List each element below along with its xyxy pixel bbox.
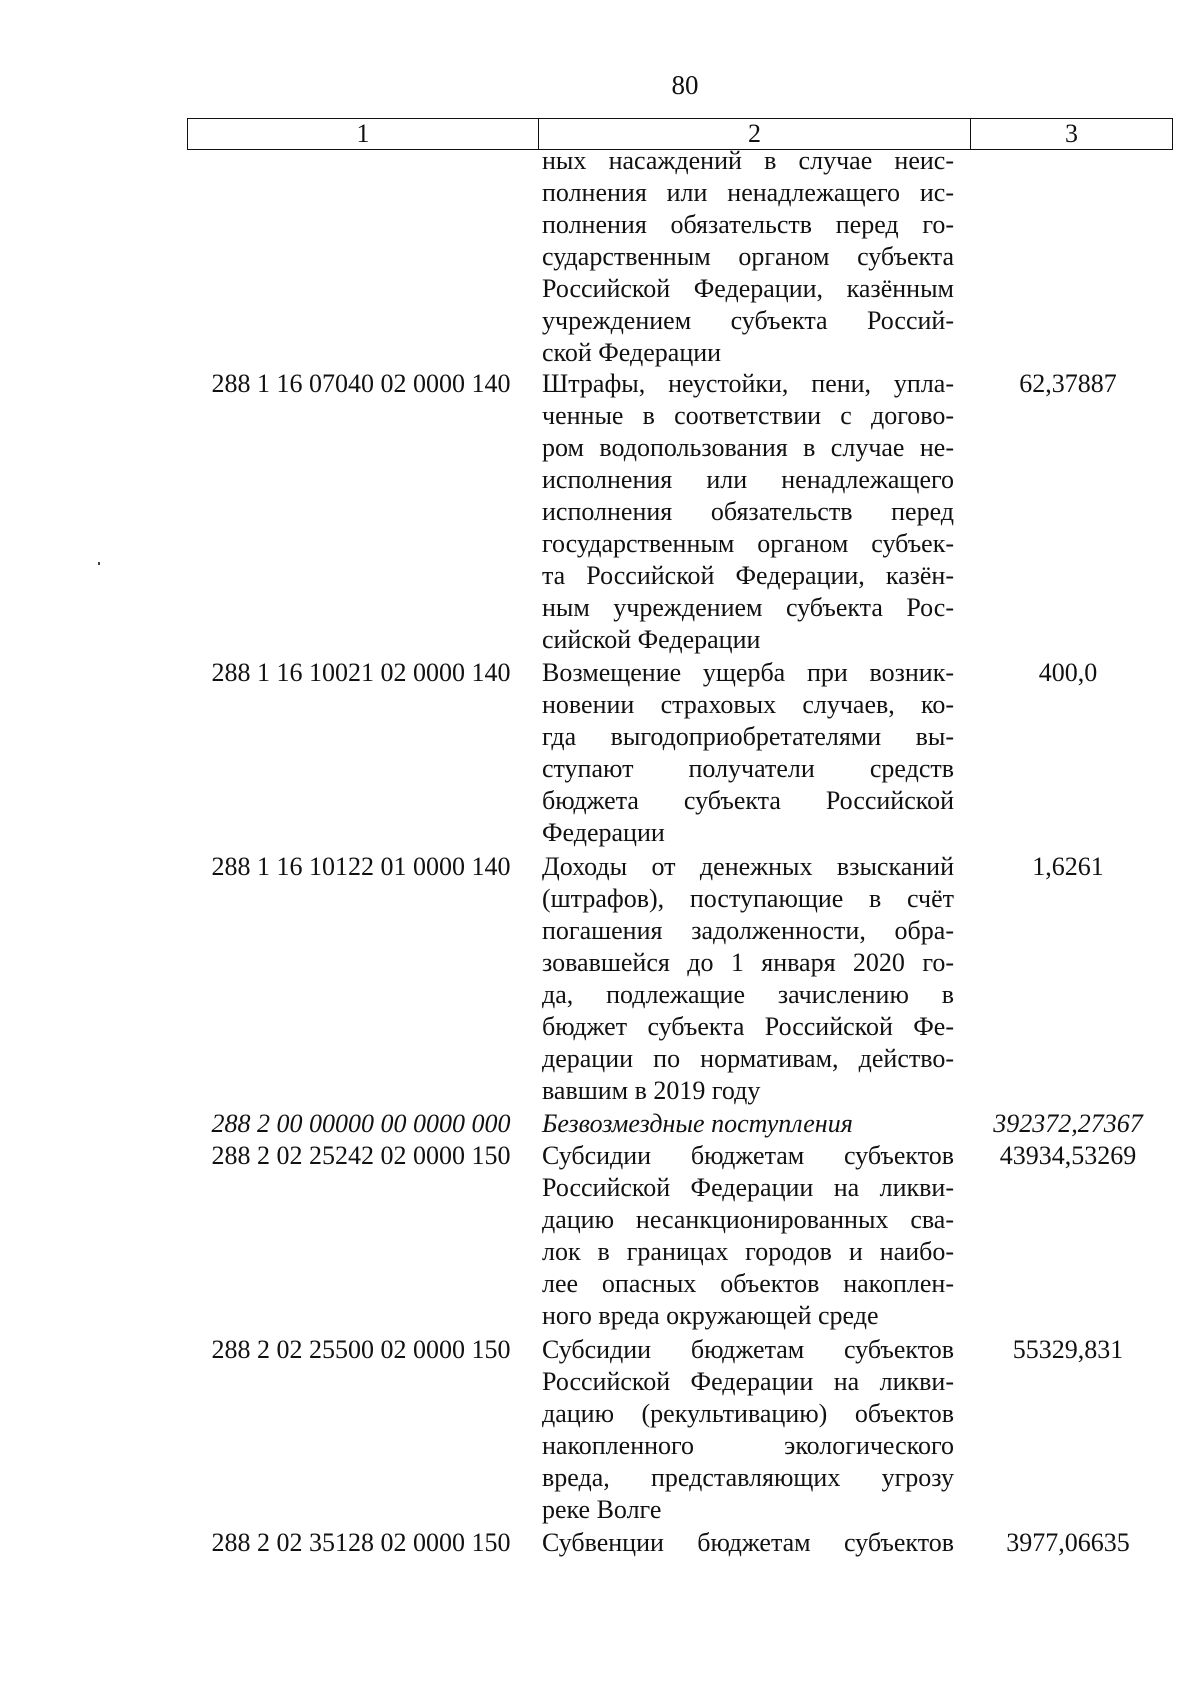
row-desc-line: ступают получатели средств (542, 754, 954, 783)
row-desc-line: Доходы от денежных взысканий (542, 852, 954, 881)
row-desc-line: дацию (рекультивацию) объектов (542, 1399, 954, 1428)
row-desc-line: погашения задолженности, обра- (542, 916, 954, 945)
row-desc-line: ром водопользования в случае не- (542, 433, 954, 462)
row-code: 288 2 02 25500 02 0000 150 (211, 1335, 511, 1364)
row-desc-line: да, подлежащие зачислению в (542, 980, 954, 1009)
row-desc-line: Российской Федерации на ликви- (542, 1173, 954, 1202)
row-desc-line: реке Волге (542, 1495, 662, 1524)
row-desc-line: дацию несанкционированных сва- (542, 1205, 954, 1234)
row-desc-line: лее опасных объектов накоплен- (542, 1269, 954, 1298)
row-desc-line: лок в границах городов и наибо- (542, 1237, 954, 1266)
header-col-2: 2 (539, 119, 971, 149)
continuation-line: Российской Федерации, казённым (542, 274, 954, 303)
row-desc-line: Федерации (542, 818, 665, 847)
row-desc-line: исполнения или ненадлежащего (542, 465, 954, 494)
row-desc-line: бюджет субъекта Российской Фе- (542, 1012, 954, 1041)
continuation-line: ных насаждений в случае неис- (542, 146, 954, 175)
row-desc-line: исполнения обязательств перед (542, 497, 954, 526)
row-desc-line: та Российской Федерации, казён- (542, 561, 954, 590)
row-desc-line: (штрафов), поступающие в счёт (542, 884, 954, 913)
row-desc-line: государственным органом субъек- (542, 529, 954, 558)
continuation-line: полнения или ненадлежащего ис- (542, 178, 954, 207)
page-number: 80 (671, 70, 699, 100)
row-value: 1,6261 (1032, 852, 1104, 881)
scan-speck (98, 562, 100, 565)
row-value: 392372,27367 (993, 1109, 1143, 1138)
row-desc-line: вавшим в 2019 году (542, 1076, 761, 1105)
row-code: 288 2 02 35128 02 0000 150 (211, 1528, 511, 1557)
row-desc-line: накопленного экологического (542, 1431, 954, 1460)
row-desc-line: Штрафы, неустойки, пени, упла- (542, 369, 954, 398)
row-value: 400,0 (1038, 658, 1098, 687)
row-value: 43934,53269 (999, 1141, 1137, 1170)
row-desc-line: ного вреда окружающей среде (542, 1301, 879, 1330)
row-desc-line: Возмещение ущерба при возник- (542, 658, 954, 687)
row-value: 62,37887 (1019, 369, 1117, 398)
header-col-3: 3 (1065, 119, 1078, 148)
row-desc-line: Субсидии бюджетам субъектов (542, 1335, 954, 1364)
row-code: 288 1 16 10021 02 0000 140 (211, 658, 511, 687)
row-desc-line: ченные в соответствии с догово- (542, 401, 954, 430)
row-desc-line: гда выгодоприобретателями вы- (542, 722, 954, 751)
row-desc-line: сийской Федерации (542, 625, 761, 654)
row-desc-line: Российской Федерации на ликви- (542, 1367, 954, 1396)
row-desc-line: новении страховых случаев, ко- (542, 690, 954, 719)
row-code: 288 2 02 25242 02 0000 150 (211, 1141, 511, 1170)
continuation-line: полнения обязательств перед го- (542, 210, 954, 239)
continuation-line: учреждением субъекта Россий- (542, 306, 954, 335)
row-desc-line: Субвенции бюджетам субъектов (542, 1528, 954, 1557)
row-code: 288 1 16 07040 02 0000 140 (211, 369, 511, 398)
row-code: 288 1 16 10122 01 0000 140 (211, 852, 511, 881)
row-value: 55329,831 (1012, 1335, 1124, 1364)
row-desc-line: дерации по нормативам, действо- (542, 1044, 954, 1073)
row-value: 3977,06635 (1006, 1528, 1130, 1557)
row-desc-line: ным учреждением субъекта Рос- (542, 593, 954, 622)
row-code: 288 2 00 00000 00 0000 000 (211, 1109, 511, 1138)
continuation-line: сударственным органом субъекта (542, 242, 954, 271)
header-col-1: 1 (188, 119, 539, 149)
row-desc-line: бюджета субъекта Российской (542, 786, 954, 815)
row-desc-line: зовавшейся до 1 января 2020 го- (542, 948, 954, 977)
row-desc-line: вреда, представляющих угрозу (542, 1463, 954, 1492)
row-desc-line: Субсидии бюджетам субъектов (542, 1141, 954, 1170)
continuation-line: ской Федерации (542, 338, 722, 367)
row-desc-line: Безвозмездные поступления (542, 1109, 853, 1138)
